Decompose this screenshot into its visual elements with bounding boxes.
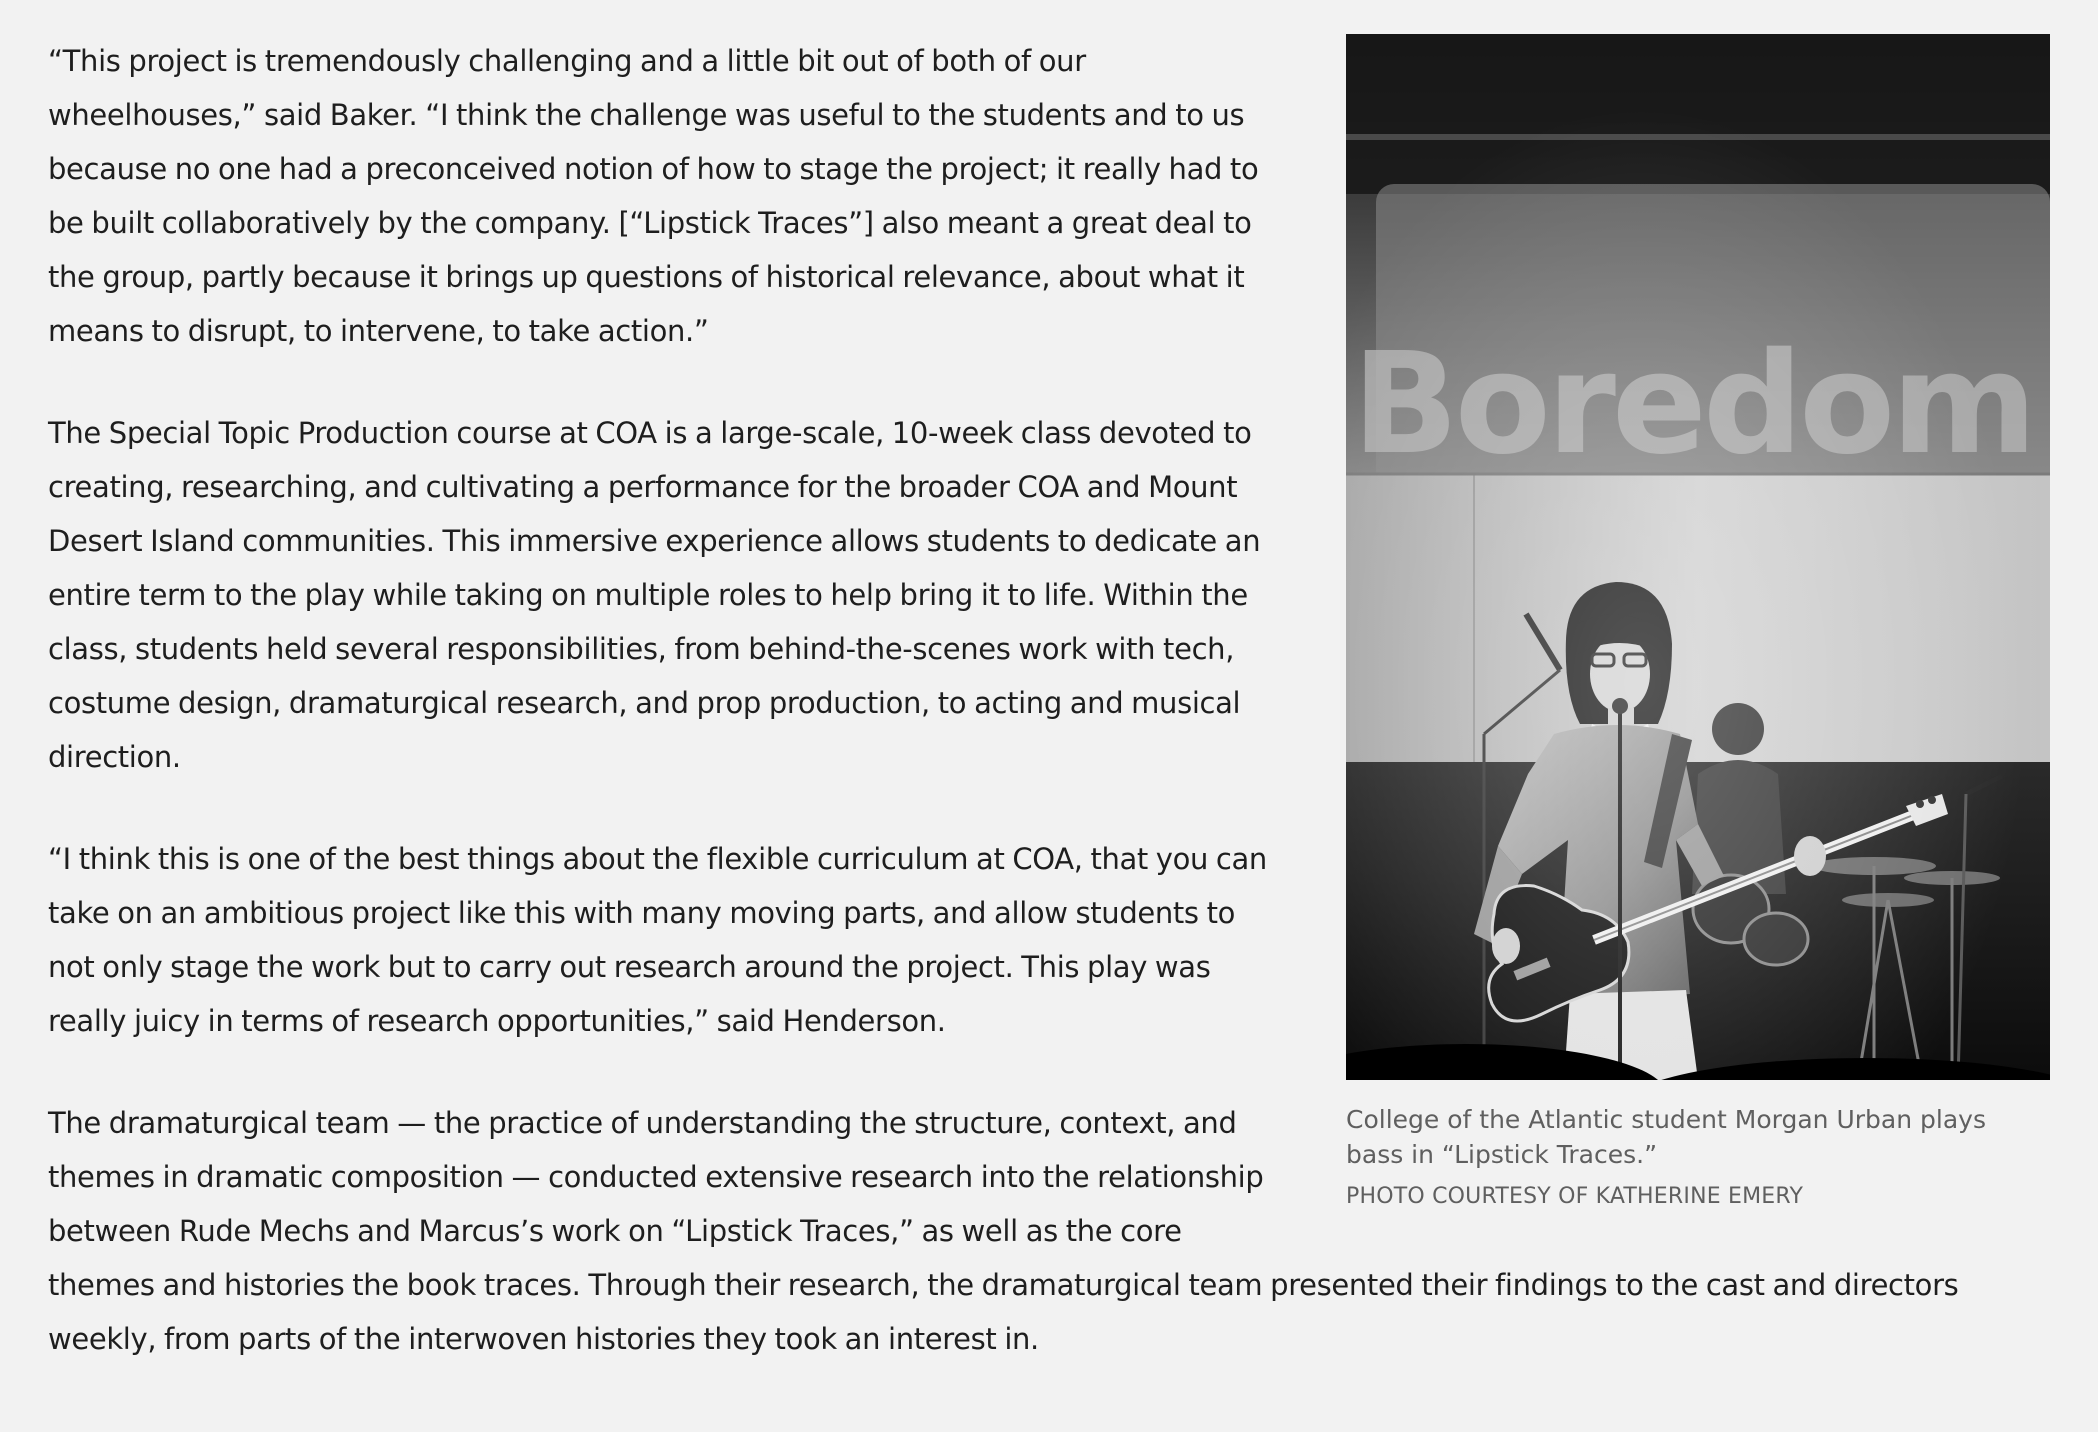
photo-caption: College of the Atlantic student Morgan Urban plays bass in “Lipstick Traces.” xyxy=(1346,1105,1986,1169)
paragraph-4: The dramaturgical team — the practice of understanding the structure, context, and themes in dramatic composition — conducted extensive research into the relationship between Rude Mechs and Marcus’s work on “Lipstick Traces,” as well as the core themes and histories the book traces. Through their research, the dramaturgical team presented their findings to the cast and directors weekly, from parts of the interwoven histories they took an interest in. xyxy=(48,1106,1959,1356)
paragraph-2: The Special Topic Production course at COA is a large-scale, 10-week class devoted to creating, researching, and cultivating a performance for the broader COA and Mount Desert Island communities. This immersive experience allows students to dedicate an entire term to the play while taking on multiple roles to help bring it to life. Within the class, students held several responsibilities, from behind-the-scenes work with tech, costume design, dramaturgical research, and prop production, to acting and musical direction. xyxy=(48,416,1261,774)
performance-photo xyxy=(1346,34,2050,1080)
paragraph-3: “I think this is one of the best things about the flexible curriculum at COA, that you can take on an ambitious project like this with many moving parts, and allow students to not only stage the work but to carry out research around the project. This play was really juicy in terms of research opportunities,” said Henderson. xyxy=(48,842,1267,1038)
paragraph-1: “This project is tremendously challenging and a little bit out of both of our wheelhouses,” said Baker. “I think the challenge was useful to the students and to us because no one had a preconceived notion of how to stage the project; it really had to be built collaboratively by the company. [“Lipstick Traces”] also meant a great deal to the group, partly because it brings up questions of historical relevance, about what it means to disrupt, to intervene, to take action.” xyxy=(48,44,1259,348)
photo-figure xyxy=(1346,34,2050,1212)
photo-credit: PHOTO COURTESY OF KATHERINE EMERY xyxy=(1346,1184,1804,1209)
article-body xyxy=(48,34,2050,1366)
performance-photo-illustration xyxy=(1346,34,2050,1080)
